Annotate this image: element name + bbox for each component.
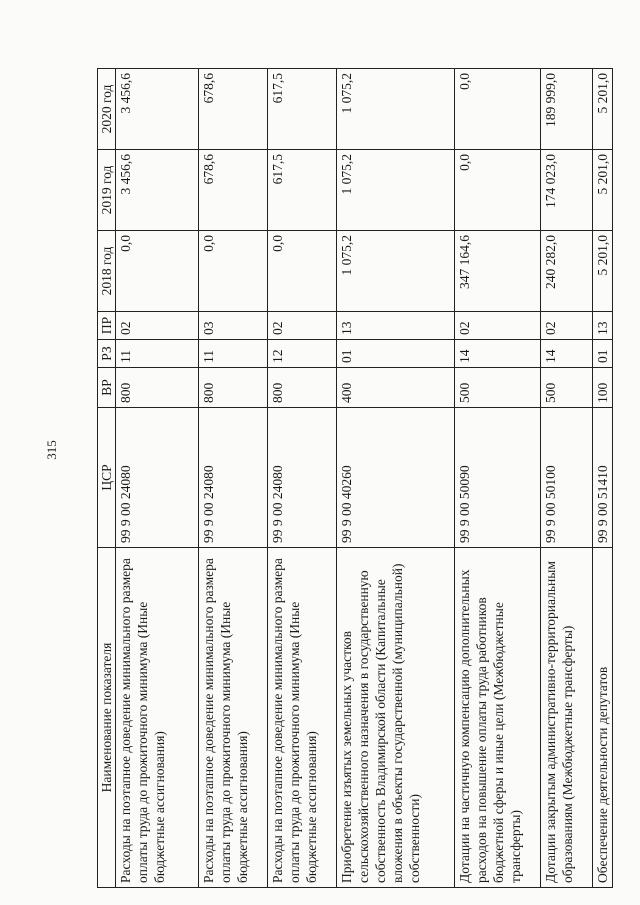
cell-2019: 3 456,6 xyxy=(116,150,199,231)
table-row xyxy=(268,69,337,888)
cell-vr: 500 xyxy=(455,368,541,408)
cell-2018: 240 282,0 xyxy=(541,231,593,312)
cell-csr: 99 9 00 51410 xyxy=(593,408,613,548)
cell-pr: 02 xyxy=(268,312,337,340)
cell-pr: 03 xyxy=(199,312,268,340)
cell-csr: 99 9 00 40260 xyxy=(337,408,455,548)
cell-pr: 02 xyxy=(116,312,199,340)
cell-csr: 99 9 00 24080 xyxy=(268,408,337,548)
cell-rz: 11 xyxy=(116,340,199,368)
cell-csr: 99 9 00 50100 xyxy=(541,408,593,548)
cell-vr: 500 xyxy=(541,368,593,408)
table-header-row xyxy=(98,69,116,888)
header-name: Наименование показателя xyxy=(98,548,116,888)
cell-2018: 0,0 xyxy=(116,231,199,312)
table-row xyxy=(455,69,541,888)
cell-2019: 617,5 xyxy=(268,150,337,231)
cell-csr: 99 9 00 50090 xyxy=(455,408,541,548)
header-vr: ВР xyxy=(98,368,116,408)
cell-pr: 13 xyxy=(337,312,455,340)
cell-name: Расходы на поэтапное доведение минимального размера оплаты труда до прожиточного минимума (Иные бюджетные ассигнования) xyxy=(199,548,268,888)
cell-2020: 1 075,2 xyxy=(337,69,455,150)
table-row xyxy=(199,69,268,888)
cell-csr: 99 9 00 24080 xyxy=(116,408,199,548)
cell-pr: 13 xyxy=(593,312,613,340)
cell-pr: 02 xyxy=(455,312,541,340)
header-csr: ЦСР xyxy=(98,408,116,548)
cell-vr: 800 xyxy=(199,368,268,408)
cell-2018: 0,0 xyxy=(199,231,268,312)
cell-csr: 99 9 00 24080 xyxy=(199,408,268,548)
cell-name: Расходы на поэтапное доведение минимального размера оплаты труда до прожиточного минимума (Иные бюджетные ассигнования) xyxy=(116,548,199,888)
header-2020: 2020 год xyxy=(98,69,116,150)
cell-name: Расходы на поэтапное доведение минимального размера оплаты труда до прожиточного минимума (Иные бюджетные ассигнования) xyxy=(268,548,337,888)
cell-2020: 617,5 xyxy=(268,69,337,150)
page-number: 315 xyxy=(44,440,59,460)
cell-2018: 1 075,2 xyxy=(337,231,455,312)
cell-rz: 14 xyxy=(455,340,541,368)
budget-table xyxy=(97,68,613,888)
cell-vr: 800 xyxy=(116,368,199,408)
cell-2019: 5 201,0 xyxy=(593,150,613,231)
cell-vr: 100 xyxy=(593,368,613,408)
table-row xyxy=(116,69,199,888)
header-2018: 2018 год xyxy=(98,231,116,312)
header-2019: 2019 год xyxy=(98,150,116,231)
cell-rz: 01 xyxy=(593,340,613,368)
cell-2018: 347 164,6 xyxy=(455,231,541,312)
table-row xyxy=(593,69,613,888)
cell-2020: 0,0 xyxy=(455,69,541,150)
cell-rz: 11 xyxy=(199,340,268,368)
budget-table-container xyxy=(97,68,610,888)
cell-rz: 01 xyxy=(337,340,455,368)
cell-name: Обеспечение деятельности депутатов xyxy=(593,548,613,888)
table-row xyxy=(337,69,455,888)
cell-2018: 5 201,0 xyxy=(593,231,613,312)
cell-name: Дотации закрытым административно-территориальным образованиям (Межбюджетные трансферты) xyxy=(541,548,593,888)
header-rz: РЗ xyxy=(98,340,116,368)
cell-2020: 5 201,0 xyxy=(593,69,613,150)
cell-name: Приобретение изъятых земельных участков сельскохозяйственного назначения в государственную собственность Владимирской области (Капитальные вложения в объекты государственной (муниципальной) собственности) xyxy=(337,548,455,888)
cell-2019: 0,0 xyxy=(455,150,541,231)
cell-2020: 189 999,0 xyxy=(541,69,593,150)
table-row xyxy=(541,69,593,888)
cell-2018: 0,0 xyxy=(268,231,337,312)
cell-2020: 678,6 xyxy=(199,69,268,150)
cell-2020: 3 456,6 xyxy=(116,69,199,150)
cell-name: Дотации на частичную компенсацию дополнительных расходов на повышение оплаты труда работников бюджетной сферы и иные цели (Межбюджетные трансферты) xyxy=(455,548,541,888)
cell-2019: 1 075,2 xyxy=(337,150,455,231)
cell-pr: 02 xyxy=(541,312,593,340)
cell-2019: 678,6 xyxy=(199,150,268,231)
cell-rz: 14 xyxy=(541,340,593,368)
cell-vr: 800 xyxy=(268,368,337,408)
cell-vr: 400 xyxy=(337,368,455,408)
cell-2019: 174 023,0 xyxy=(541,150,593,231)
cell-rz: 12 xyxy=(268,340,337,368)
header-pr: ПР xyxy=(98,312,116,340)
